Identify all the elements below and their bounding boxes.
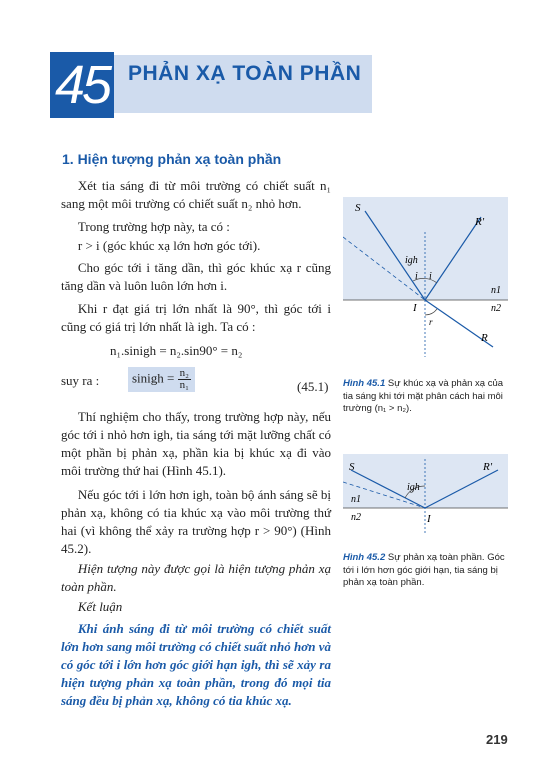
figure-45-2-caption — [343, 552, 515, 590]
fig2-label-S: S — [349, 461, 355, 473]
equation-2 — [128, 367, 248, 392]
conclusion-text: Khi ánh sáng đi từ môi trường có chiết suất lớn hơn sang môi trường có chiết suất nhỏ hơn và có góc tới i lớn hơn góc giới hạn igh, thì sẽ xảy ra hiện tượng phản xạ toàn phần, trong đó mọi tia sáng đều bị phản xạ, không có tia khúc xạ. — [61, 621, 331, 708]
fig1-label-R: R — [481, 332, 488, 344]
fig2-label-igh: igh — [407, 482, 420, 493]
chapter-title: PHẢN XẠ TOÀN PHẦN — [128, 62, 362, 85]
paragraph-8: Hiện tượng này được gọi là hiện tượng phản xạ toàn phần. — [61, 561, 331, 594]
paragraph-3: r > i (góc khúc xạ lớn hơn góc tới). — [77, 238, 261, 253]
fig1-caption-text: Sự khúc xạ và phản xạ của tia sáng khi tới mặt phân cách hai môi trường (n₁ > n₂). — [343, 378, 504, 414]
figure-45-1 — [343, 197, 508, 367]
chapter-number: 45 — [50, 52, 114, 118]
fig1-label-S: S — [355, 202, 361, 214]
paragraph-5: Khi r đạt giá trị lớn nhất là 90°, thì góc tới i cũng có giá trị lớn nhất là igh. Ta có : — [61, 301, 331, 334]
fig2-caption-label: Hình 45.2 — [343, 552, 386, 563]
conclusion-label: Kết luận — [77, 599, 123, 614]
paragraph-2: Trong trường hợp này, ta có : — [77, 219, 230, 234]
equation-2-box — [128, 367, 195, 392]
equation-2-fraction — [178, 368, 191, 391]
figure-45-1-caption — [343, 378, 515, 416]
fig1-label-igh: igh — [405, 255, 418, 266]
equation-2-numerator: n₂ — [179, 367, 189, 379]
paragraph-1: Xét tia sáng đi từ môi trường có chiết suất n₁ sang một môi trường có chiết suất n₂ nhỏ hơn. — [61, 178, 331, 211]
fig1-label-I: I — [413, 302, 417, 314]
section-heading: 1. Hiện tượng phản xạ toàn phần — [62, 151, 282, 167]
fig1-label-n1: n1 — [491, 285, 501, 296]
fig1-label-n2: n2 — [491, 303, 501, 314]
fig2-label-R-prime: R' — [483, 461, 493, 473]
fig1-caption-label: Hình 45.1 — [343, 378, 386, 389]
paragraph-4: Cho góc tới i tăng dần, thì góc khúc xạ r cũng tăng dần và luôn luôn lớn hơn i. — [61, 260, 331, 293]
page-number: 219 — [486, 732, 508, 747]
fig2-label-n1: n1 — [351, 494, 361, 505]
paragraph-6: Thí nghiệm cho thấy, trong trường hợp này, nếu góc tới i nhỏ hơn igh, tia sáng tới mặt lưỡng chất có một phần bị phản xạ, phần kia bị khúc xạ đi vào môi trường thứ hai (Hình 45.1). — [61, 409, 331, 478]
fig2-caption-text: Sự phản xạ toàn phần. Góc tới i lớn hơn góc giới hạn, tia sáng bị phản xạ toàn phần. — [343, 552, 505, 588]
paragraph-7: Nếu góc tới i lớn hơn igh, toàn bộ ánh sáng sẽ bị phản xạ, không có tia khúc xạ vào môi trường thứ hai (vì không thể xảy ra trường hợp r > 90°) (Hình 45.2). — [61, 487, 331, 556]
fig2-label-I: I — [427, 513, 431, 525]
equation-number: (45.1) — [297, 379, 329, 394]
suy-ra-label: suy ra : — [61, 373, 100, 388]
fig1-label-R-prime: R' — [475, 216, 485, 228]
fig1-label-i-left: i — [415, 271, 418, 282]
equation-2-denominator: n₁ — [179, 379, 189, 391]
fig1-label-i-right: i — [429, 271, 432, 282]
equation-1: n₁.sinigh = n₂.sin90° = n₂ — [110, 343, 243, 358]
fig2-label-n2: n2 — [351, 512, 361, 523]
equation-2-lhs: sinigh = — [132, 370, 175, 386]
figure-45-2 — [343, 454, 508, 544]
fig1-label-r: r — [429, 317, 433, 327]
